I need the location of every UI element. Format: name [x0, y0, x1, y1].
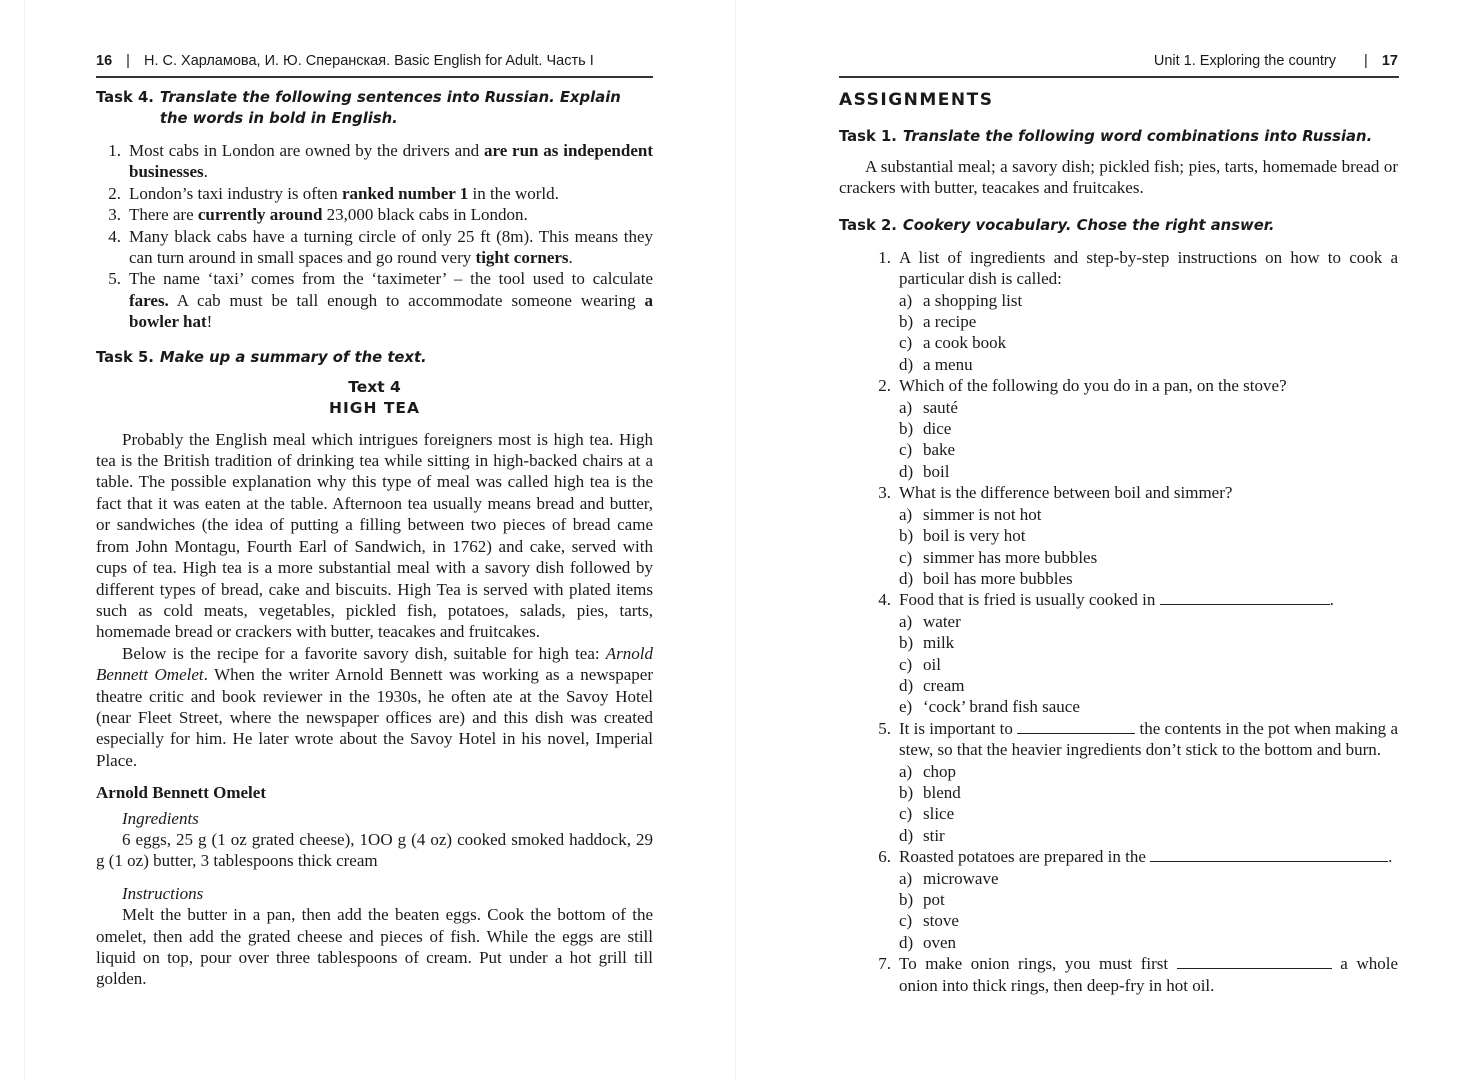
answer-option — [899, 290, 1398, 311]
task4-heading — [96, 87, 653, 129]
item-number: 2. — [108, 183, 121, 203]
task-instruction: Make up a summary of the text. — [159, 348, 427, 366]
instructions-text: Melt the butter in a pan, then add the beaten eggs. Cook the bottom of the omelet, then add the grated cheese and pieces of fish. While the eggs are still liquid on top, pour over three tablespoons of cream. Put under a hot grill till golden. — [96, 905, 653, 989]
item-number: 5. — [108, 269, 121, 289]
item-number: 4. — [108, 226, 121, 246]
question-item — [839, 375, 1398, 482]
text: Most cabs in London are owned by the drivers and — [129, 141, 484, 160]
answer-option — [899, 439, 1398, 460]
text: Food that is fried is usually cooked in — [899, 590, 1160, 610]
right-content — [839, 87, 1398, 996]
option-letter: c) — [899, 804, 913, 824]
question-text — [899, 375, 1398, 396]
separator: | — [1364, 53, 1368, 69]
answer-blank — [1150, 847, 1388, 862]
answer-option — [899, 397, 1398, 418]
option-letter: a) — [899, 868, 913, 888]
answer-option — [899, 868, 1398, 889]
text: ! — [206, 312, 213, 332]
item-text — [129, 183, 653, 204]
option-list — [899, 504, 1398, 590]
option-text: milk — [923, 633, 955, 653]
answer-option — [899, 611, 1398, 632]
question-body — [899, 846, 1398, 953]
answer-option — [899, 332, 1398, 353]
word-combinations: A substantial meal; a savory dish; pickled fish; pies, tarts, homemade bread or crackers with butter, teacakes and fruitcakes. — [839, 157, 1398, 198]
option-text: a menu — [923, 354, 973, 374]
question-number: 4. — [878, 590, 891, 610]
text: Which of the following do you do in a pan, on the stove? — [899, 376, 1287, 396]
sentence-item — [96, 183, 653, 204]
question-number: 7. — [878, 954, 891, 974]
answer-option — [899, 654, 1398, 675]
text: the contents in the pot when making a stew, so that the heavier ingredients don’t stick to the bottom and burn. — [899, 718, 1399, 760]
option-letter: d) — [899, 354, 914, 374]
left-content — [96, 87, 653, 990]
item-text — [129, 226, 653, 269]
option-text: simmer is not hot — [923, 504, 1042, 524]
sentence-item — [96, 204, 653, 225]
task2-heading — [839, 215, 1398, 236]
text: A cab must be tall enough to accommodate someone wearing — [168, 290, 645, 310]
option-letter: a) — [899, 397, 913, 417]
option-letter: d) — [899, 461, 914, 481]
text: Below is the recipe for a favorite savory dish, suitable for high tea: — [122, 643, 606, 663]
question-text — [899, 718, 1398, 761]
page-number: 16 — [96, 53, 113, 69]
option-letter: a) — [899, 611, 913, 631]
header-rule — [96, 76, 653, 78]
answer-option — [899, 568, 1398, 589]
answer-blank — [1017, 719, 1135, 734]
question-text — [899, 846, 1398, 867]
option-letter: b) — [899, 782, 914, 802]
question-text — [899, 953, 1398, 996]
answer-option — [899, 696, 1398, 717]
text: . — [1329, 590, 1334, 610]
item-text — [129, 268, 653, 332]
bold-term: are run as independent businesses — [129, 141, 653, 182]
question-item — [839, 247, 1398, 375]
question-number: 5. — [878, 718, 891, 738]
answer-option — [899, 418, 1398, 439]
item-number: 3. — [108, 205, 121, 225]
instructions-heading: Instructions — [122, 883, 204, 903]
task-label: Task 2. — [839, 216, 897, 234]
question-text — [899, 482, 1398, 503]
running-head-title: Unit 1. Exploring the country — [1153, 53, 1337, 69]
item-text — [129, 140, 653, 183]
question-body — [899, 247, 1398, 375]
option-letter: b) — [899, 633, 914, 653]
question-item — [839, 482, 1398, 589]
question-item — [839, 846, 1398, 953]
page-edge — [24, 0, 25, 1080]
sentence-item — [96, 226, 653, 269]
body-paragraph: Probably the English meal which intrigues foreigners most is high tea. High tea is the British tradition of drinking tea while sitting in high-backed chairs at a table. The possible explanation why this type of meal was called high tea is the fact that it was eaten at the table. Afternoon tea usually means bread and butter, or sandwiches (the idea of putting a filling between two pieces of bread came from John Montagu, Fourth Earl of Sandwich, in 1762) and cake, served with cups of tea. High tea is a more substantial meal with a savory dish followed by different types of bread, cake and biscuits. High Tea is served with plated items such as cold meats, vegetables, pickled fish, potatoes, salads, pies, tarts, homemade bread or crackers with butter, teacakes and fruitcakes. — [96, 429, 653, 642]
option-list — [899, 761, 1398, 847]
question-body — [899, 953, 1398, 996]
option-text: a cook book — [923, 333, 1007, 353]
option-letter: d) — [899, 825, 914, 845]
question-body — [899, 375, 1398, 482]
answer-option — [899, 910, 1398, 931]
question-body — [899, 718, 1398, 846]
body-paragraph — [96, 643, 653, 771]
option-text: boil is very hot — [923, 526, 1026, 546]
option-text: chop — [923, 761, 957, 781]
option-letter: c) — [899, 911, 913, 931]
text: . When the writer Arnold Bennett was working as a newspaper theatre critic and book reviewer in the 1930s, he often ate at the Savoy Hotel (near Fleet Street, where the newspaper offices are) and this dish was created especially for him. He later wrote about the Savoy Hotel in his novel, Imperial Place. — [96, 665, 653, 770]
text: A list of ingredients and step-by-step instructions on how to cook a particular dish is called: — [899, 247, 1398, 289]
text: . — [203, 162, 208, 182]
bold-term: currently around — [197, 205, 323, 225]
task4-sentence-list — [96, 140, 653, 333]
option-letter: d) — [899, 932, 914, 952]
text: . — [1388, 847, 1393, 867]
option-text: stir — [923, 825, 945, 845]
bold-term: ranked number 1 — [341, 183, 469, 203]
item-text — [129, 204, 653, 225]
task-label: Task 4. — [96, 89, 154, 106]
text: What is the difference between boil and simmer? — [899, 483, 1233, 503]
bold-term: tight corners — [475, 248, 569, 268]
option-text: cream — [923, 675, 965, 695]
page-number: 17 — [1381, 53, 1398, 69]
question-number: 6. — [878, 847, 891, 867]
option-letter: b) — [899, 312, 914, 332]
question-number: 3. — [878, 483, 891, 503]
ingredients-heading: Ingredients — [122, 808, 199, 828]
option-text: ‘cock’ brand fish sauce — [923, 697, 1080, 717]
option-text: boil — [923, 461, 950, 481]
question-body — [899, 482, 1398, 589]
option-list — [899, 868, 1398, 954]
option-text: pot — [923, 890, 945, 909]
answer-option — [899, 525, 1398, 546]
text: a whole onion into thick rings, then deep-fry in hot oil. — [899, 954, 1398, 995]
option-letter: e) — [899, 697, 913, 717]
option-list — [899, 290, 1398, 376]
answer-option — [899, 889, 1398, 910]
text: in the world. — [468, 183, 559, 203]
task5-heading — [96, 347, 653, 368]
task-label: Task 1. — [839, 128, 897, 145]
text: London’s taxi industry is often — [129, 183, 342, 203]
option-list — [899, 397, 1398, 483]
answer-option — [899, 782, 1398, 803]
question-text — [899, 589, 1398, 610]
text: To make onion rings, you must first — [899, 954, 1177, 974]
option-text: blend — [923, 782, 961, 802]
recipe-title: Arnold Bennett Omelet — [96, 783, 266, 803]
task-instruction: Translate the following word combinations into Russian. — [902, 128, 1373, 145]
header-rule — [839, 76, 1399, 78]
answer-blank — [1160, 590, 1330, 605]
answer-option — [899, 825, 1398, 846]
text-label: Text 4 — [348, 377, 401, 396]
text: The name ‘taxi’ comes from the ‘taximeter’ – the tool used to calculate — [129, 269, 653, 289]
question-text — [899, 247, 1398, 290]
separator: | — [126, 53, 130, 69]
option-letter: c) — [899, 333, 913, 353]
section-title: ASSIGNMENTS — [839, 90, 994, 110]
left-page — [0, 0, 736, 1080]
option-text: a recipe — [923, 312, 977, 332]
task-instruction: Translate the following sentences into Russian. Explain the words in bold in English. — [159, 89, 621, 127]
sentence-item — [96, 140, 653, 183]
option-letter: c) — [899, 547, 913, 567]
text: Roasted potatoes are prepared in the — [899, 847, 1151, 867]
answer-option — [899, 504, 1398, 525]
answer-option — [899, 675, 1398, 696]
option-text: water — [923, 611, 961, 631]
option-text: simmer has more bubbles — [923, 547, 1098, 567]
option-text: oven — [923, 932, 957, 952]
option-text: boil has more bubbles — [923, 568, 1073, 588]
task1-heading — [839, 126, 1398, 147]
task-label: Task 5. — [96, 348, 154, 366]
option-letter: b) — [899, 526, 914, 546]
answer-blank — [1177, 954, 1332, 969]
text: 23,000 black cabs in London. — [322, 205, 528, 225]
answer-option — [899, 803, 1398, 824]
option-letter: b) — [899, 419, 914, 439]
text: Many black cabs have a turning circle of only 25 ft (8m). This means they can turn around in small spaces and go round very — [129, 226, 653, 268]
answer-option — [899, 761, 1398, 782]
question-item — [839, 953, 1398, 996]
option-letter: d) — [899, 568, 914, 588]
task-instruction: Cookery vocabulary. Chose the right answer. — [902, 216, 1275, 234]
option-letter: d) — [899, 675, 914, 695]
answer-option — [899, 354, 1398, 375]
answer-option — [899, 932, 1398, 953]
option-letter: a) — [899, 761, 913, 781]
answer-option — [899, 632, 1398, 653]
option-text: slice — [923, 804, 955, 824]
option-letter: a) — [899, 504, 913, 524]
question-body — [899, 589, 1398, 717]
text: There are — [129, 205, 198, 225]
ingredients-text: 6 eggs, 25 g (1 oz grated cheese), 1OO g (4 oz) cooked smoked haddock, 29 g (1 oz) butter, 3 tablespoons thick cream — [96, 829, 653, 871]
right-page — [736, 0, 1473, 1080]
option-letter: b) — [899, 890, 914, 909]
option-letter: c) — [899, 654, 913, 674]
answer-option — [899, 311, 1398, 332]
running-head-left — [96, 53, 594, 69]
item-number: 1. — [108, 141, 121, 160]
bold-term: fares. — [129, 290, 169, 310]
option-text: dice — [923, 419, 952, 439]
bold-term: a bowler hat — [129, 290, 653, 332]
recipe-name-reference: Arnold Bennett Omelet — [96, 643, 653, 685]
option-list — [899, 611, 1398, 718]
option-letter: c) — [899, 440, 913, 460]
answer-option — [899, 461, 1398, 482]
task2-question-list — [839, 247, 1398, 996]
option-letter: a) — [899, 290, 913, 310]
answer-option — [899, 547, 1398, 568]
text: . — [568, 248, 573, 268]
question-item — [839, 718, 1398, 846]
question-number: 1. — [878, 247, 891, 267]
option-text: oil — [923, 654, 941, 674]
running-head-title: Н. С. Харламова, И. Ю. Сперанская. Basic English for Adult. Часть I — [143, 53, 594, 69]
text: It is important to — [899, 718, 1018, 738]
question-number: 2. — [878, 376, 891, 396]
option-text: sauté — [923, 397, 958, 417]
sentence-item — [96, 268, 653, 332]
option-text: stove — [923, 911, 959, 931]
option-text: microwave — [923, 868, 999, 888]
question-item — [839, 589, 1398, 717]
running-head-right — [1154, 53, 1398, 69]
text-title: HIGH TEA — [329, 398, 420, 417]
option-text: bake — [923, 440, 956, 460]
option-text: a shopping list — [923, 290, 1023, 310]
